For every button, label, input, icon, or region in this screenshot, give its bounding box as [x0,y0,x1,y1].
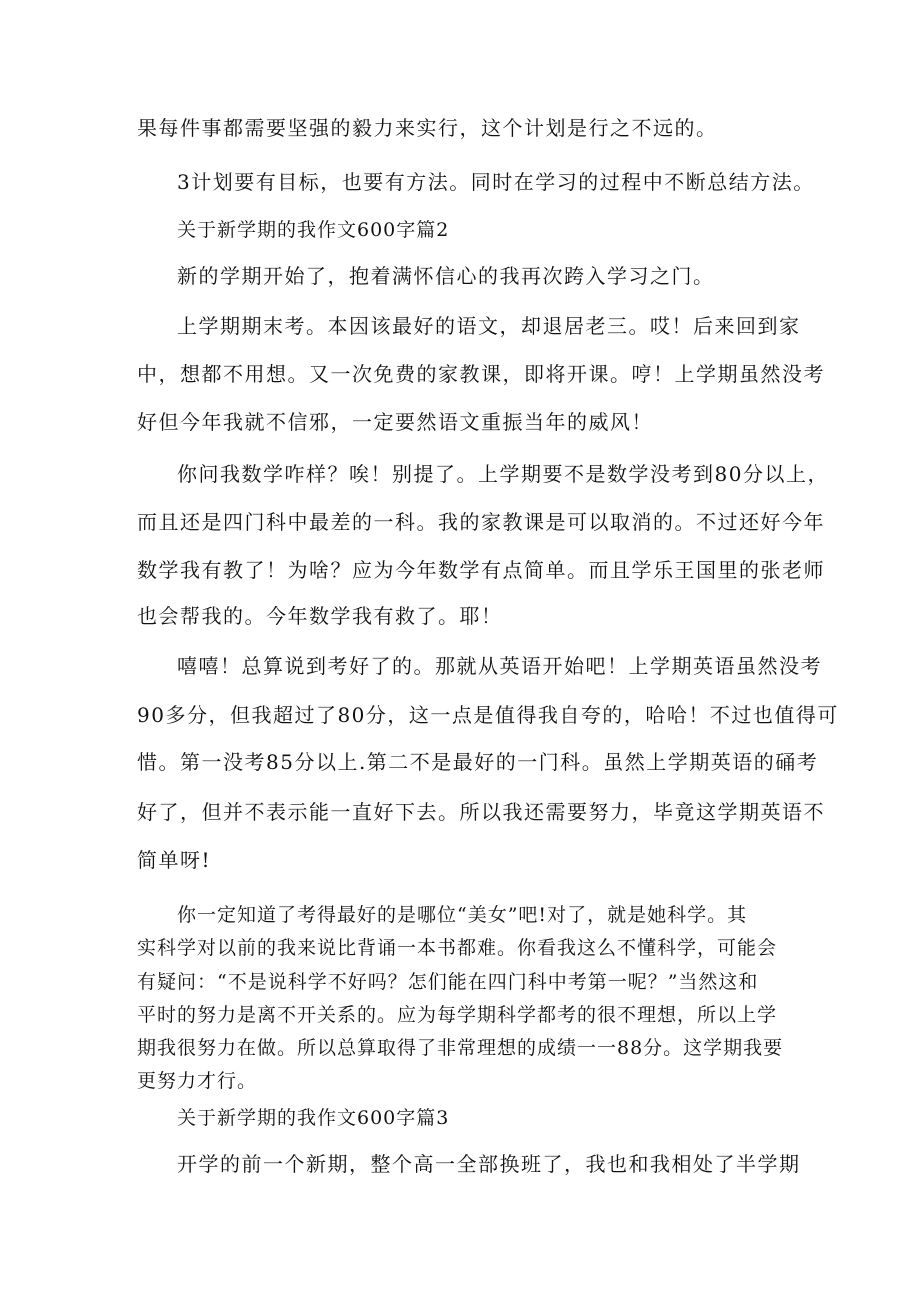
paragraph-line: 新的学期开始了，抱着满怀信心的我再次跨入学习之门。 [177,264,715,288]
paragraph-line: 嘻嘻！总算说到考好了的。那就从英语开始吧！上学期英语虽然没考 [177,654,822,678]
paragraph-line: 简单呀! [137,848,212,872]
paragraph-line: 而且还是四门科中最差的一科。我的家教课是可以取消的。不过还好今年 [137,510,825,534]
paragraph-line: 你问我数学咋样？唉！别提了。上学期要不是数学没考到80分以上， [177,462,829,486]
paragraph-line: 你一定知道了考得最好的是哪位“美女”吧!对了，就是她科学。其 [177,904,748,926]
paragraph-line: 上学期期末考。本因该最好的语文，却退居老三。哎！后来回到家 [177,314,801,338]
paragraph-line: 有疑问：“不是说科学不好吗？怎们能在四门科中考第一呢？”当然这和 [137,971,759,993]
paragraph-line: 中，想都不用想。又一次免费的家教课，即将开课。哼！上学期虽然没考 [137,362,825,386]
paragraph-line: 惜。第一没考85分以上.第二不是最好的一门科。虽然上学期英语的硧考 [137,750,819,774]
paragraph-line: 实科学对以前的我来说比背诵一本书都难。你看我这么不懂科学，可能会 [137,937,778,959]
paragraph-line: 平时的努力是离不开关系的。应为每学期科学都考的很不理想，所以上学 [137,1004,778,1026]
section-heading: 关于新学期的我作文600字篇2 [177,219,450,241]
paragraph-line: 好但今年我就不信邪，一定要然语文重振当年的威风！ [137,410,653,434]
paragraph-line: 数学我有教了！为啥？应为今年数学有点简单。而且学乐王国里的张老师 [137,558,825,582]
paragraph-line: 更努力才行。 [137,1070,258,1092]
paragraph-line: 果每件事都需要坚强的毅力来实行，这个计划是行之不远的。 [137,116,718,140]
paragraph-line: 也会帮我的。今年数学我有救了。耶！ [137,604,503,628]
paragraph-line: 3计划要有目标，也要有方法。同时在学习的过程中不断总结方法。 [177,170,815,194]
paragraph-line: 开学的前一个新期，整个高一全部换班了，我也和我相处了半学期 [177,1152,801,1176]
paragraph-line: 好了，但并不表示能一直好下去。所以我还需要努力，毕竟这学期英语不 [137,800,825,824]
paragraph-line: 期我很努力在做。所以总算取得了非常理想的成绩一一88分。这学期我要 [137,1037,784,1059]
paragraph-line: 90多分，但我超过了80分，这一点是值得我自夸的，哈哈！不过也值得可 [137,703,839,727]
section-heading: 关于新学期的我作文600字篇3 [177,1107,450,1129]
